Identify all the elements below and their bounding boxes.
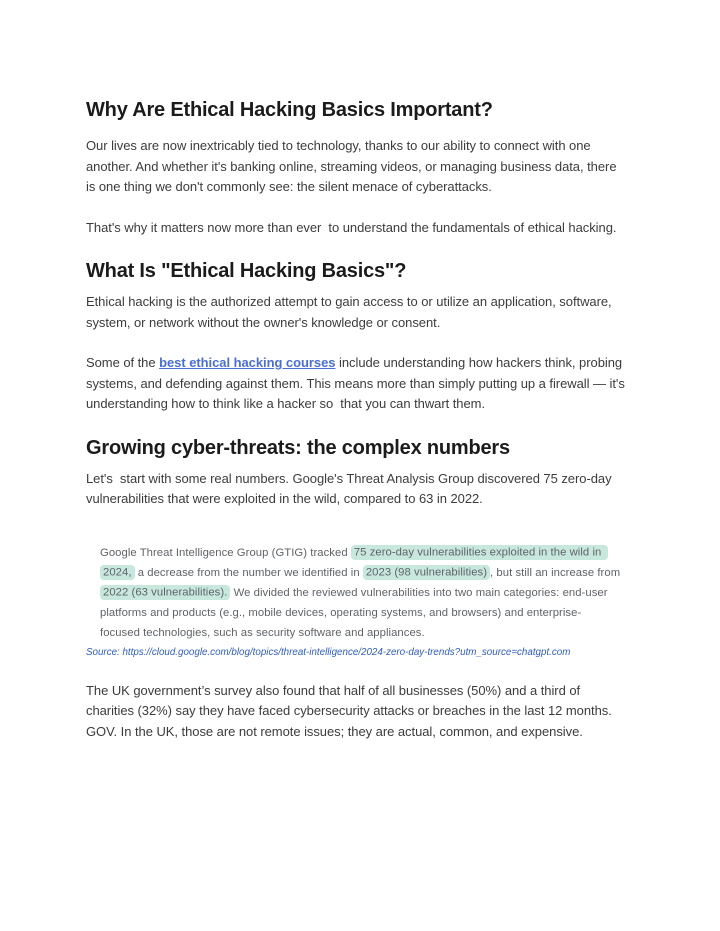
text-segment: a decrease from the number we identified in bbox=[134, 566, 363, 579]
text-segment: include understanding how hackers think, probing systems, and defending against them. This means more than simply putting up a firewall — it's understanding how to think like a hacker so that you can thwart them. bbox=[86, 355, 629, 411]
paragraph-definition: Ethical hacking is the authorized attempt to gain access to or utilize an application, software, system, or network without the owner's knowledge or consent. bbox=[86, 294, 616, 330]
heading-why-ethical-hacking-important: Why Are Ethical Hacking Basics Important? bbox=[86, 99, 493, 121]
paragraph-why-it-matters: That's why it matters now more than ever to understand the fundamentals of ethical hacking. bbox=[86, 219, 617, 235]
quote-block-gtig bbox=[100, 543, 624, 643]
heading-what-is-ethical-hacking-basics: What Is "Ethical Hacking Basics"? bbox=[86, 260, 407, 282]
text-segment: , but still an increase from bbox=[490, 566, 624, 579]
source-citation-link[interactable]: Source: https://cloud.google.com/blog/topics/threat-intelligence/2024-zero-day-trends?utm_source=chatgpt.com bbox=[86, 646, 571, 658]
paragraph-uk-survey: The UK government’s survey also found that half of all businesses (50%) and a third of charities (32%) say they have faced cybersecurity attacks or breaches in the last 12 months. GOV. In the UK, those are not remote issues; they are actual, common, and expensive. bbox=[86, 682, 616, 739]
text-segment: We divided the reviewed vulnerabilities into two main categories: end-user platforms and products (e.g., mobile devices, operating systems, and browsers) and enterprise-focused technologies, such as security software and appliances. bbox=[100, 586, 611, 639]
highlighted-text: 2022 (63 vulnerabilities). bbox=[100, 585, 230, 600]
text-segment: Google Threat Intelligence Group (GTIG) tracked bbox=[100, 546, 351, 559]
paragraph-real-numbers: Let's start with some real numbers. Google's Threat Analysis Group discovered 75 zero-day vulnerabilities that were exploited in the wild, compared to 63 in 2022. bbox=[86, 470, 616, 506]
highlighted-text: 75 zero-day vulnerabilities exploited in the wild in 2024, bbox=[100, 545, 608, 580]
paragraph-intro: Our lives are now inextricably tied to technology, thanks to our ability to connect with one another. And whether it's banking online, streaming videos, or managing business data, there is one thing we don't commonly see: the silent menace of cyberattacks. bbox=[86, 138, 621, 194]
link-best-ethical-hacking-courses[interactable]: best ethical hacking courses bbox=[159, 355, 336, 370]
text-segment: Some of the bbox=[86, 355, 160, 370]
highlighted-text: 2023 (98 vulnerabilities) bbox=[363, 565, 490, 580]
heading-growing-cyber-threats: Growing cyber-threats: the complex numbers bbox=[86, 436, 510, 459]
paragraph-courses bbox=[86, 353, 627, 415]
